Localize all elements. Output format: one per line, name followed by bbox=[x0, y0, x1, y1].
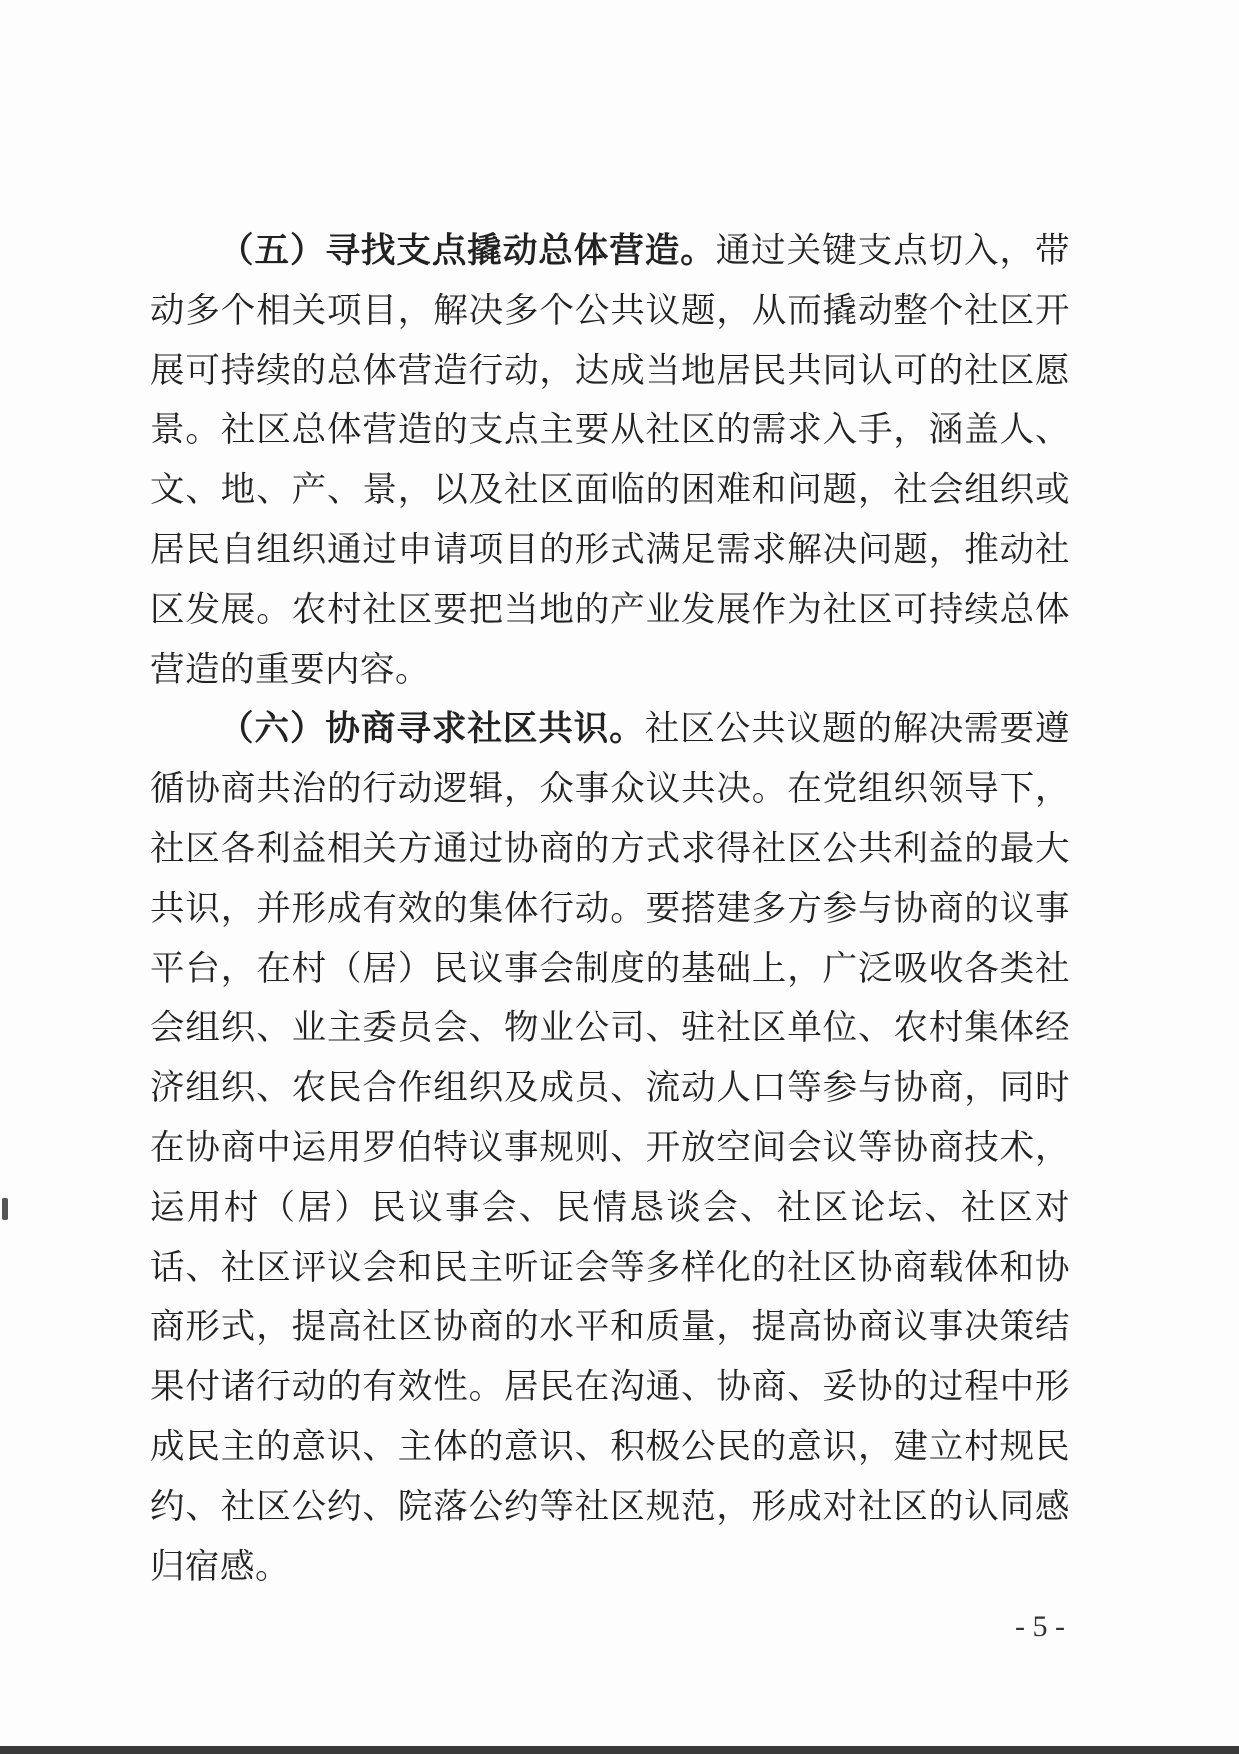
binding-mark bbox=[2, 1198, 8, 1220]
document-body bbox=[150, 222, 1070, 1597]
section-5-heading: （五）寻找支点撬动总体营造。 bbox=[219, 231, 716, 271]
section-5-body: 通过关键支点切入，带动多个相关项目，解决多个公共议题，从而撬动整个社区开展可持续的总体营造行动，达成当地居民共同认可的社区愿景。社区总体营造的支点主要从社区的需求入手，涵盖人、文、地、产、景，以及社区面临的困难和问题，社会组织或居民自组织通过申请项目的形式满足需求解决问题，推动社区发展。农村社区要把当地的产业发展作为社区可持续总体营造的重要内容。 bbox=[150, 231, 1071, 690]
scan-bottom-edge bbox=[0, 1746, 1239, 1754]
paragraph-section-6 bbox=[150, 700, 1070, 1597]
section-6-heading: （六）协商寻求社区共识。 bbox=[219, 709, 645, 750]
page-number: - 5 - bbox=[1015, 1610, 1065, 1643]
section-6-body: 社区公共议题的解决需要遵循协商共治的行动逻辑，众事众议共决。在党组织领导下，社区各利益相关方通过协商的方式求得社区公共利益的最大共识，并形成有效的集体行动。要搭建多方参与协商的议事平台，在村（居）民议事会制度的基础上，广泛吸收各类社会组织、业主委员会、物业公司、驻社区单位、农村集体经济组织、农民合作组织及成员、流动人口等参与协商，同时在协商中运用罗伯特议事规则、开放空间会议等协商技术，运用村（居）民议事会、民情恳谈会、社区论坛、社区对话、社区评议会和民主听证会等多样化的社区协商载体和协商形式，提高社区协商的水平和质量，提高协商议事决策结果付诸行动的有效性。居民在沟通、协商、妥协的过程中形成民主的意识、主体的意识、积极公民的意识，建立村规民约、社区公约、院落公约等社区规范，形成对社区的认同感归宿感。 bbox=[150, 709, 1071, 1587]
paragraph-section-5 bbox=[150, 222, 1070, 700]
